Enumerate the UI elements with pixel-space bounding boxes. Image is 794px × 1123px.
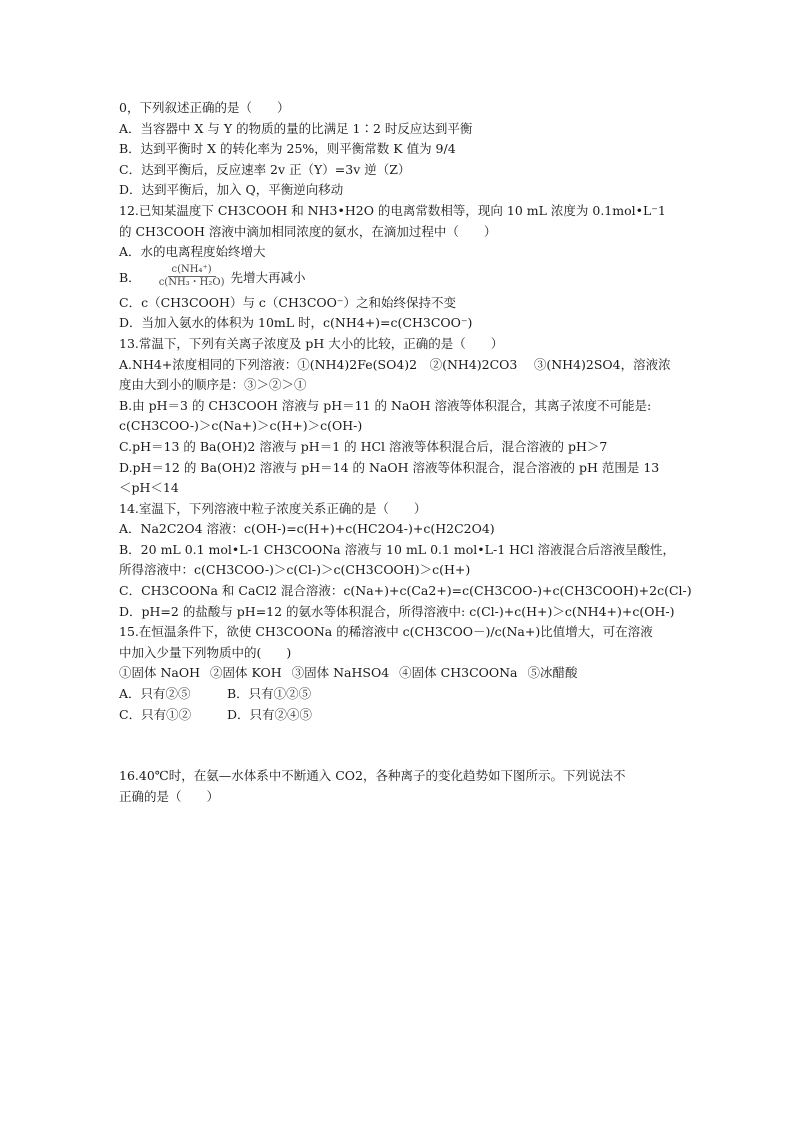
question-13-option-b-line-1: B.由 pH＝3 的 CH3COOH 溶液与 pH＝11 的 NaOH 溶液等体积混合，其离子浓度不可能是:	[119, 397, 652, 413]
substance-item: ②固体 KOH	[210, 665, 282, 681]
question-16-stem-line-2: 正确的是（ ）	[119, 788, 220, 804]
question-12-stem-line-1: 12.已知某温度下 CH3COOH 和 NH3•H2O 的电离常数相等，现向 10 mL 浓度为 0.1mol•L⁻1	[119, 202, 666, 218]
question-12-option-a: A．水的电离程度始终增大	[119, 244, 266, 260]
question-14-option-c: C．CH3COONa 和 CaCl2 混合溶液：c(Na+)+c(Ca2+)=c(CH3COO-)+c(CH3COOH)+2c(Cl-)	[119, 583, 692, 599]
question-12-option-d: D．当加入氨水的体积为 10mL 时，c(NH4+)=c(CH3COO⁻)	[119, 315, 473, 331]
question-14-stem: 14.室温下，下列溶液中粒子浓度关系正确的是（ ）	[119, 500, 427, 516]
question-13-option-c: C.pH＝13 的 Ba(OH)2 溶液与 pH＝1 的 HCl 溶液等体积混合后，混合溶液的 pH＞7	[119, 438, 608, 454]
question-14-option-a: A．Na2C2O4 溶液：c(OH-)=c(H+)+c(HC2O4-)+c(H2C2O4)	[119, 521, 495, 537]
question-15	[119, 622, 679, 725]
question-11	[119, 98, 679, 201]
question-14	[119, 499, 692, 623]
question-11-option-d: D．达到平衡后，加入 Q，平衡逆向移动	[119, 182, 344, 198]
question-15-stem-line-2: 中加入少量下列物质中的( )	[119, 644, 292, 660]
question-16	[119, 766, 679, 807]
question-14-option-b-line-1: B．20 mL 0.1 mol•L-1 CH3COONa 溶液与 10 mL 0.1 mol•L-1 HCl 溶液混合后溶液呈酸性，	[119, 541, 676, 557]
question-11-option-c: C．达到平衡后，反应速率 2v 正（Y）=3v 逆（Z）	[119, 161, 411, 177]
question-11-option-a: A．当容器中 X 与 Y 的物质的量的比满足 1∶2 时反应达到平衡	[119, 120, 473, 136]
question-15-options-row-2	[119, 705, 679, 726]
substance-item: ④固体 CH3COONa	[399, 665, 518, 681]
option-b-label: B．	[119, 269, 141, 285]
question-12-option-c: C．c（CH3COOH）与 c（CH3COO⁻）之和始终保持不变	[119, 294, 456, 310]
question-12-option-b	[119, 263, 679, 293]
question-14-option-d: D．pH=2 的盐酸与 pH=12 的氨水等体积混合，所得溶液中: c(Cl-)+c(H+)＞c(NH4+)+c(OH-)	[119, 603, 675, 619]
question-13-option-a-line-2: 度由大到小的顺序是：③＞②＞①	[119, 377, 307, 393]
fraction-numerator: c(NH₄⁺)	[168, 264, 216, 277]
question-15-options-row-1	[119, 684, 679, 705]
spacer	[119, 725, 679, 766]
question-16-stem-line-1: 16.40℃时，在氨—水体系中不断通入 CO2，各种离子的变化趋势如下图所示。下列说法不	[119, 768, 626, 784]
question-13	[119, 334, 679, 499]
question-15-option-d: D．只有②④⑤	[227, 706, 313, 722]
question-12-stem-line-2: 的 CH3COOH 溶液中滴加相同浓度的氨水，在滴加过程中（ ）	[119, 223, 497, 239]
exam-page	[119, 98, 692, 807]
substance-item: ①固体 NaOH	[119, 665, 201, 681]
question-15-stem-line-1: 15.在恒温条件下，欲使 CH3COONa 的稀溶液中 c(CH3COO－)/c(Na+)比值增大，可在溶液	[119, 624, 653, 640]
question-13-option-b-line-2: c(CH3COO-)＞c(Na+)＞c(H+)＞c(OH-)	[119, 418, 363, 434]
question-13-stem: 13.常温下，下列有关离子浓度及 pH 大小的比较，正确的是（ ）	[119, 335, 504, 351]
question-13-option-a-line-1: A.NH4+浓度相同的下列溶液：①(NH4)2Fe(SO4)2 ②(NH4)2CO3 ③(NH4)2SO4，溶液浓	[119, 356, 671, 372]
question-15-option-c: C．只有①②	[119, 706, 192, 722]
question-15-substance-list	[119, 663, 679, 684]
question-15-option-a: A．只有②⑤	[119, 686, 191, 702]
question-11-stem: 0，下列叙述正确的是（ ）	[119, 100, 290, 115]
question-12	[119, 201, 679, 334]
question-14-option-b-line-2: 所得溶液中：c(CH3COO-)＞c(Cl-)＞c(CH3COOH)＞c(H+)	[119, 562, 471, 578]
question-13-option-d-line-2: ＜pH＜14	[119, 480, 179, 496]
question-13-option-d-line-1: D.pH＝12 的 Ba(OH)2 溶液与 pH＝14 的 NaOH 溶液等体积混合，混合溶液的 pH 范围是 13	[119, 459, 660, 475]
concentration-ratio-fraction	[155, 264, 229, 289]
substance-item: ③固体 NaHSO4	[291, 665, 390, 681]
option-b-text: 先增大再减小	[230, 269, 306, 285]
question-15-option-b: B．只有①②⑤	[227, 686, 312, 702]
substance-item: ⑤冰醋酸	[527, 665, 578, 681]
question-11-option-b: B．达到平衡时 X 的转化率为 25%，则平衡常数 K 值为 9/4	[119, 141, 456, 157]
fraction-denominator: c(NH₃・H₂O)	[158, 276, 225, 288]
